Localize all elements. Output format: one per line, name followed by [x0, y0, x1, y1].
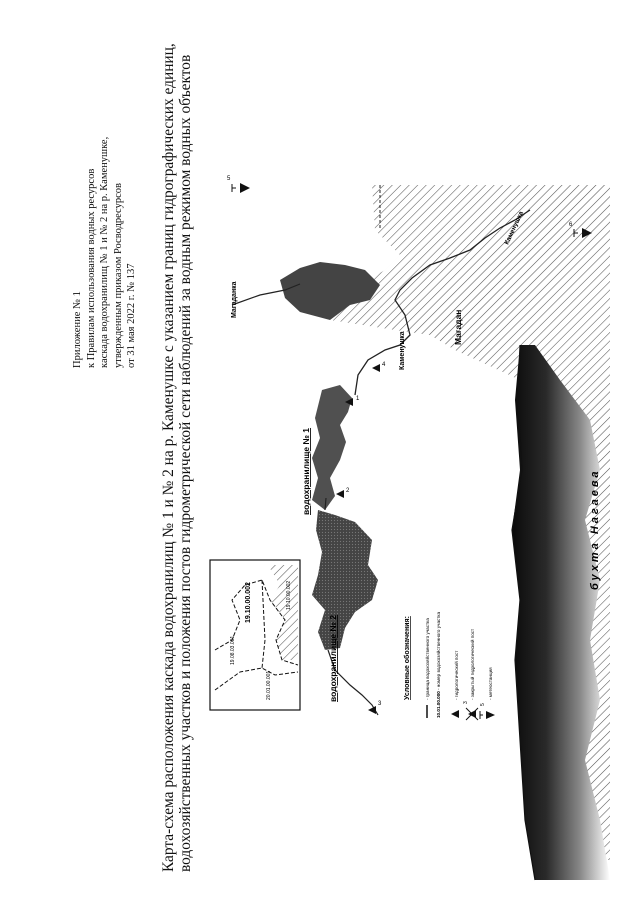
- appendix-line-4: утвержденным приказом Росводресурсов: [112, 183, 124, 368]
- inset-map: [210, 560, 300, 710]
- title-line-1: Карта-схема расположения каскада водохранилищ № 1 и № 2 на р. Каменушке с указанием границ гидрографических единиц,: [160, 43, 177, 872]
- appendix-line-2: к Правилам использования водных ресурсов: [85, 168, 97, 368]
- title-line-2: водохозяйственных участков и положения постов гидрометрической сети наблюдений за водным режимом водных объектов: [177, 54, 194, 872]
- kamenushka-upper-label: Каменушка: [503, 210, 525, 246]
- inset-code-right: 19.10.00.002: [286, 580, 292, 610]
- post-3-number: 3: [378, 701, 382, 707]
- city-magadan-label: Магадан: [453, 309, 463, 345]
- legend-meteostation-icon: [480, 711, 495, 719]
- hydro-post-icon: [336, 488, 350, 498]
- legend-item-2: - номер водохозяйственного участка: [436, 611, 441, 690]
- post-1-number: 1: [356, 396, 360, 402]
- legend-title: Условные обозначения:: [404, 616, 411, 700]
- inset-code-left-top: 19.08.03.001: [230, 635, 236, 665]
- legend-closed-post-icon: [466, 708, 478, 720]
- legend-item-3: - гидрологический пост: [454, 650, 459, 700]
- magadanka-label: Магаданка: [231, 281, 238, 318]
- appendix-line-3: каскада водохранилищ № 1 и № 2 на р. Каменушке,: [99, 136, 110, 368]
- meteostation-icon: [227, 176, 250, 193]
- kamenushka-label: Каменушка: [399, 331, 406, 370]
- legend-num-3: 3: [463, 701, 469, 704]
- inset-code-left-bottom: 20.01.00.001: [266, 670, 272, 700]
- legend-hydro-post-icon: [451, 710, 459, 718]
- post-4-number: 4: [382, 362, 386, 368]
- post-2-number: 2: [346, 488, 350, 494]
- legend-item-4: - закрытый гидрологический пост: [470, 628, 475, 700]
- appendix-line-1: Приложение № 1: [72, 291, 83, 368]
- bay-nagaeva-label: бухта Нагаева: [589, 468, 601, 590]
- legend: [403, 611, 495, 720]
- post-5-number: 5: [227, 176, 231, 182]
- hydro-post-icon: [372, 362, 386, 372]
- reservoir-1-label: водохранилище № 1: [301, 427, 311, 515]
- reservoir-2-label: водохранилище № 2: [328, 614, 338, 702]
- post-6-number: 6: [569, 222, 573, 228]
- legend-num-5: 5: [480, 703, 486, 706]
- appendix-line-5: от 31 мая 2022 г. № 137: [126, 263, 137, 368]
- inset-code-main: 19.10.00.002: [245, 582, 252, 623]
- legend-item-1: - граница водохозяйственного участка: [425, 618, 430, 700]
- legend-item-2-code: 10.01.00.000: [436, 691, 441, 718]
- reservoir-2-shape: [312, 510, 378, 650]
- legend-item-5: - метеостанция: [488, 667, 493, 700]
